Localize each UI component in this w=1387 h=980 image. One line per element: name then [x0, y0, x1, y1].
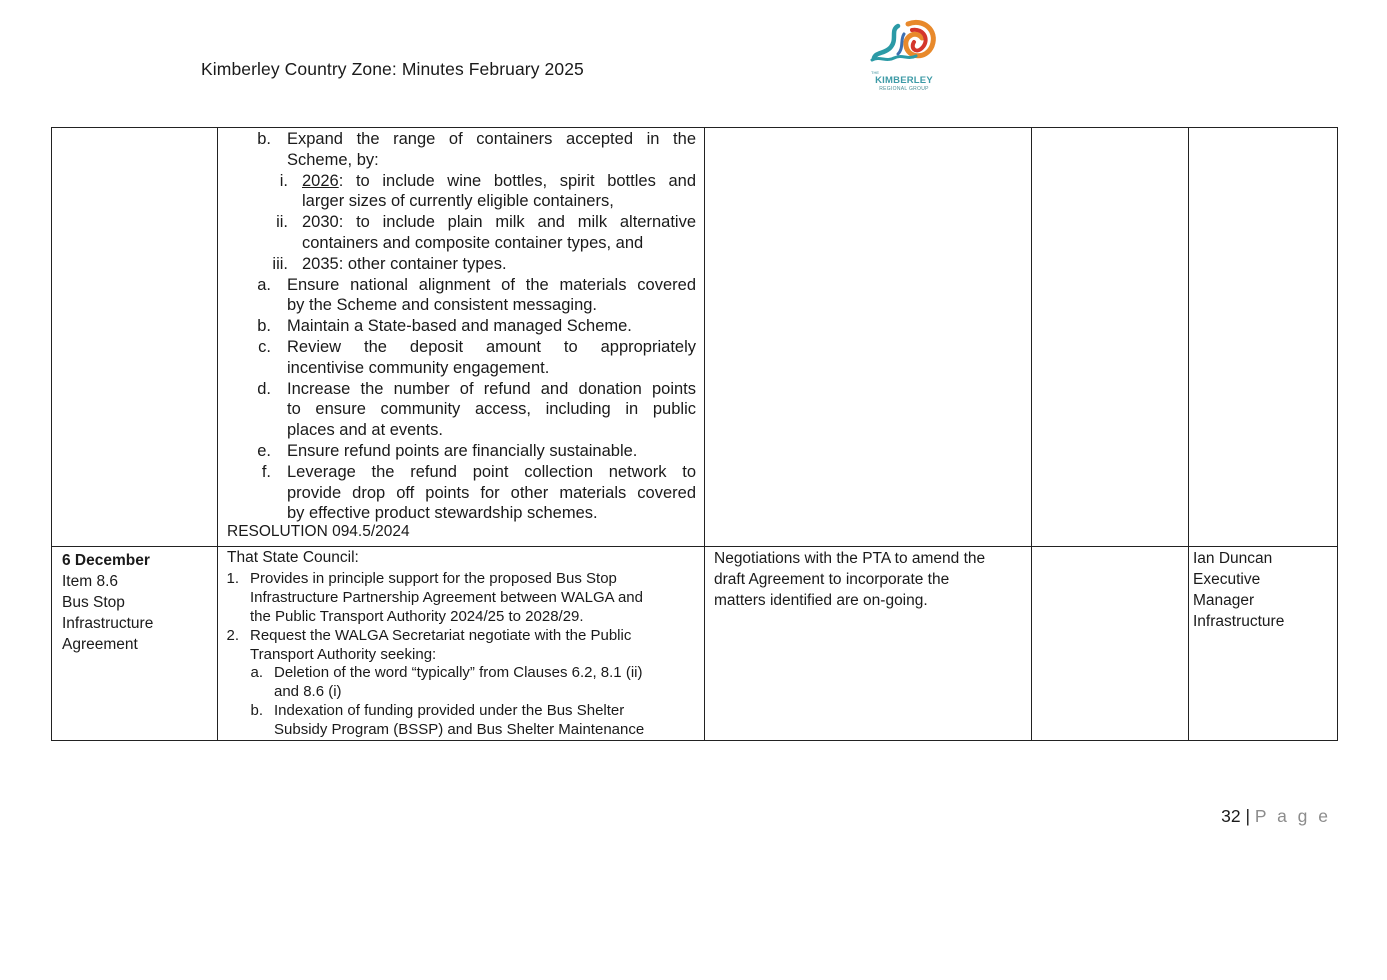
- list-item-text: the Public Transport Authority 2024/25 to 2028/29.: [250, 607, 584, 625]
- list-item-text: Request the WALGA Secretariat negotiate with the Public: [250, 626, 632, 644]
- list-marker: f.: [261, 462, 271, 481]
- list-item-line: [287, 462, 696, 482]
- logo-subtitle-text: REGIONAL GROUP: [879, 86, 929, 92]
- agenda-item-title: Bus Stop: [62, 594, 125, 611]
- list-item-text: Review the deposit amount to appropriately: [287, 338, 696, 356]
- list-item-text: Subsidy Program (BSSP) and Bus Shelter Maintenance: [274, 721, 645, 739]
- list-marker: 2.: [226, 626, 239, 644]
- list-item-text: Infrastructure Partnership Agreement between WALGA and: [250, 588, 643, 606]
- list-item-text: 2030: to include plain milk and milk alternative: [302, 213, 696, 232]
- list-item-line: [302, 212, 696, 232]
- resolution-cell: [218, 547, 705, 741]
- list-item-text: and 8.6 (i): [274, 683, 342, 701]
- list-item-line: [302, 191, 614, 211]
- list-marker: i.: [279, 171, 288, 190]
- status-cell: [705, 128, 1032, 547]
- list-item-line: [302, 254, 507, 274]
- list-item-text: places and at events.: [287, 421, 443, 440]
- list-marker: e.: [257, 442, 271, 460]
- responsible-cell: [1189, 547, 1338, 741]
- agenda-item-title: Infrastructure: [62, 615, 154, 632]
- list-marker: b.: [257, 317, 271, 336]
- responsible-line: Ian Duncan: [1193, 550, 1273, 567]
- empty-cell: [1032, 128, 1189, 547]
- list-item-text: Leverage the refund point collection network to: [287, 462, 696, 481]
- list-item-line: [287, 420, 443, 440]
- meeting-date: 6 December: [62, 552, 150, 569]
- page-number: 32: [1221, 806, 1241, 826]
- status-line: Negotiations with the PTA to amend the: [714, 550, 986, 567]
- responsible-cell: [1189, 128, 1338, 547]
- list-marker: a.: [250, 664, 263, 682]
- list-item-text: Maintain a State-based and managed Scheme.: [287, 317, 632, 336]
- list-item-line: [287, 399, 696, 419]
- page-footer: [1221, 806, 1331, 827]
- list-item-text: by effective product stewardship schemes.: [287, 504, 598, 523]
- list-marker: b.: [250, 702, 263, 720]
- logo-swirl-icon: [868, 16, 940, 72]
- list-item-line: [302, 171, 696, 191]
- resolution-text-block: [218, 547, 704, 739]
- list-item-line: [302, 233, 643, 253]
- resolution-number: RESOLUTION 094.5/2024: [227, 523, 410, 541]
- year-link: 2026: [302, 171, 339, 190]
- kimberley-regional-group-logo: [868, 16, 940, 96]
- list-item-line: [287, 379, 696, 399]
- responsible-line: Executive: [1193, 571, 1261, 588]
- list-item-line: [287, 503, 598, 523]
- resolution-text-block: [218, 128, 704, 545]
- resolution-cell: [218, 128, 705, 547]
- list-item-line: [287, 483, 696, 503]
- resolution-intro: That State Council:: [227, 549, 359, 566]
- list-item-text: by the Scheme and consistent messaging.: [287, 296, 598, 315]
- list-item-text: Increase the number of refund and donation points: [287, 379, 696, 398]
- logo-name-text: KIMBERLEY: [875, 75, 933, 86]
- meeting-details: [52, 547, 217, 658]
- list-item-text: Transport Authority seeking:: [250, 645, 437, 663]
- list-item-line: [287, 295, 597, 315]
- empty-cell: [1032, 547, 1189, 741]
- list-marker: ii.: [276, 213, 288, 232]
- status-text: [705, 547, 1031, 612]
- agenda-item-title: Agreement: [62, 636, 138, 653]
- resolutions-table: [51, 127, 1338, 741]
- list-item-text: Ensure refund points are financially sustainable.: [287, 442, 638, 460]
- responsible-line: Infrastructure: [1193, 613, 1285, 630]
- status-line: draft Agreement to incorporate the: [714, 571, 950, 588]
- responsible-officer: [1189, 547, 1337, 633]
- list-item-line: [287, 358, 549, 378]
- status-cell: [705, 547, 1032, 741]
- list-marker: b.: [257, 130, 271, 148]
- list-item-text: to ensure community access, including in public: [287, 400, 696, 419]
- list-item-line: [287, 337, 696, 357]
- list-item-line: [287, 441, 637, 461]
- list-item-line: [287, 150, 379, 170]
- meeting-cell: [52, 128, 218, 547]
- table-row: [52, 547, 1338, 741]
- meeting-cell: [52, 547, 218, 741]
- list-item-text: Indexation of funding provided under the Bus Shelter: [274, 702, 625, 720]
- list-item-text: 2035: other container types.: [302, 254, 507, 273]
- list-marker: iii.: [272, 254, 288, 273]
- list-item-text: : to include wine bottles, spirit bottles and: [338, 171, 696, 190]
- status-line: matters identified are on-going.: [714, 592, 928, 609]
- logo-the-text: THE: [871, 70, 879, 75]
- list-item-text: Expand the range of containers accepted in the: [287, 130, 696, 148]
- document-header-title: Kimberley Country Zone: Minutes February 2025: [201, 59, 584, 79]
- list-item-text: containers and composite container types, and: [302, 234, 644, 252]
- list-item-text: incentivise community engagement.: [287, 358, 550, 377]
- list-item-line: [287, 275, 696, 295]
- page-separator: |: [1245, 806, 1250, 826]
- list-item-text: Ensure national alignment of the materials covered: [287, 275, 696, 294]
- agenda-item-number: Item 8.6: [62, 573, 118, 590]
- list-marker: d.: [257, 379, 271, 398]
- list-marker: c.: [258, 338, 271, 356]
- list-marker: a.: [257, 275, 271, 294]
- list-item-text: provide drop off points for other materials covered: [287, 483, 696, 502]
- list-item-text: Scheme, by:: [287, 150, 379, 169]
- table-row: [52, 128, 1338, 547]
- list-marker: 1.: [226, 569, 239, 587]
- list-item-line: [287, 129, 696, 149]
- list-item-line: [287, 316, 632, 336]
- list-item-text: larger sizes of currently eligible containers,: [302, 192, 614, 211]
- list-item-text: Provides in principle support for the proposed Bus Stop: [250, 569, 617, 587]
- list-item-text: Deletion of the word “typically” from Clauses 6.2, 8.1 (ii): [274, 664, 643, 682]
- page-word: P a g e: [1254, 806, 1331, 826]
- responsible-line: Manager: [1193, 592, 1255, 609]
